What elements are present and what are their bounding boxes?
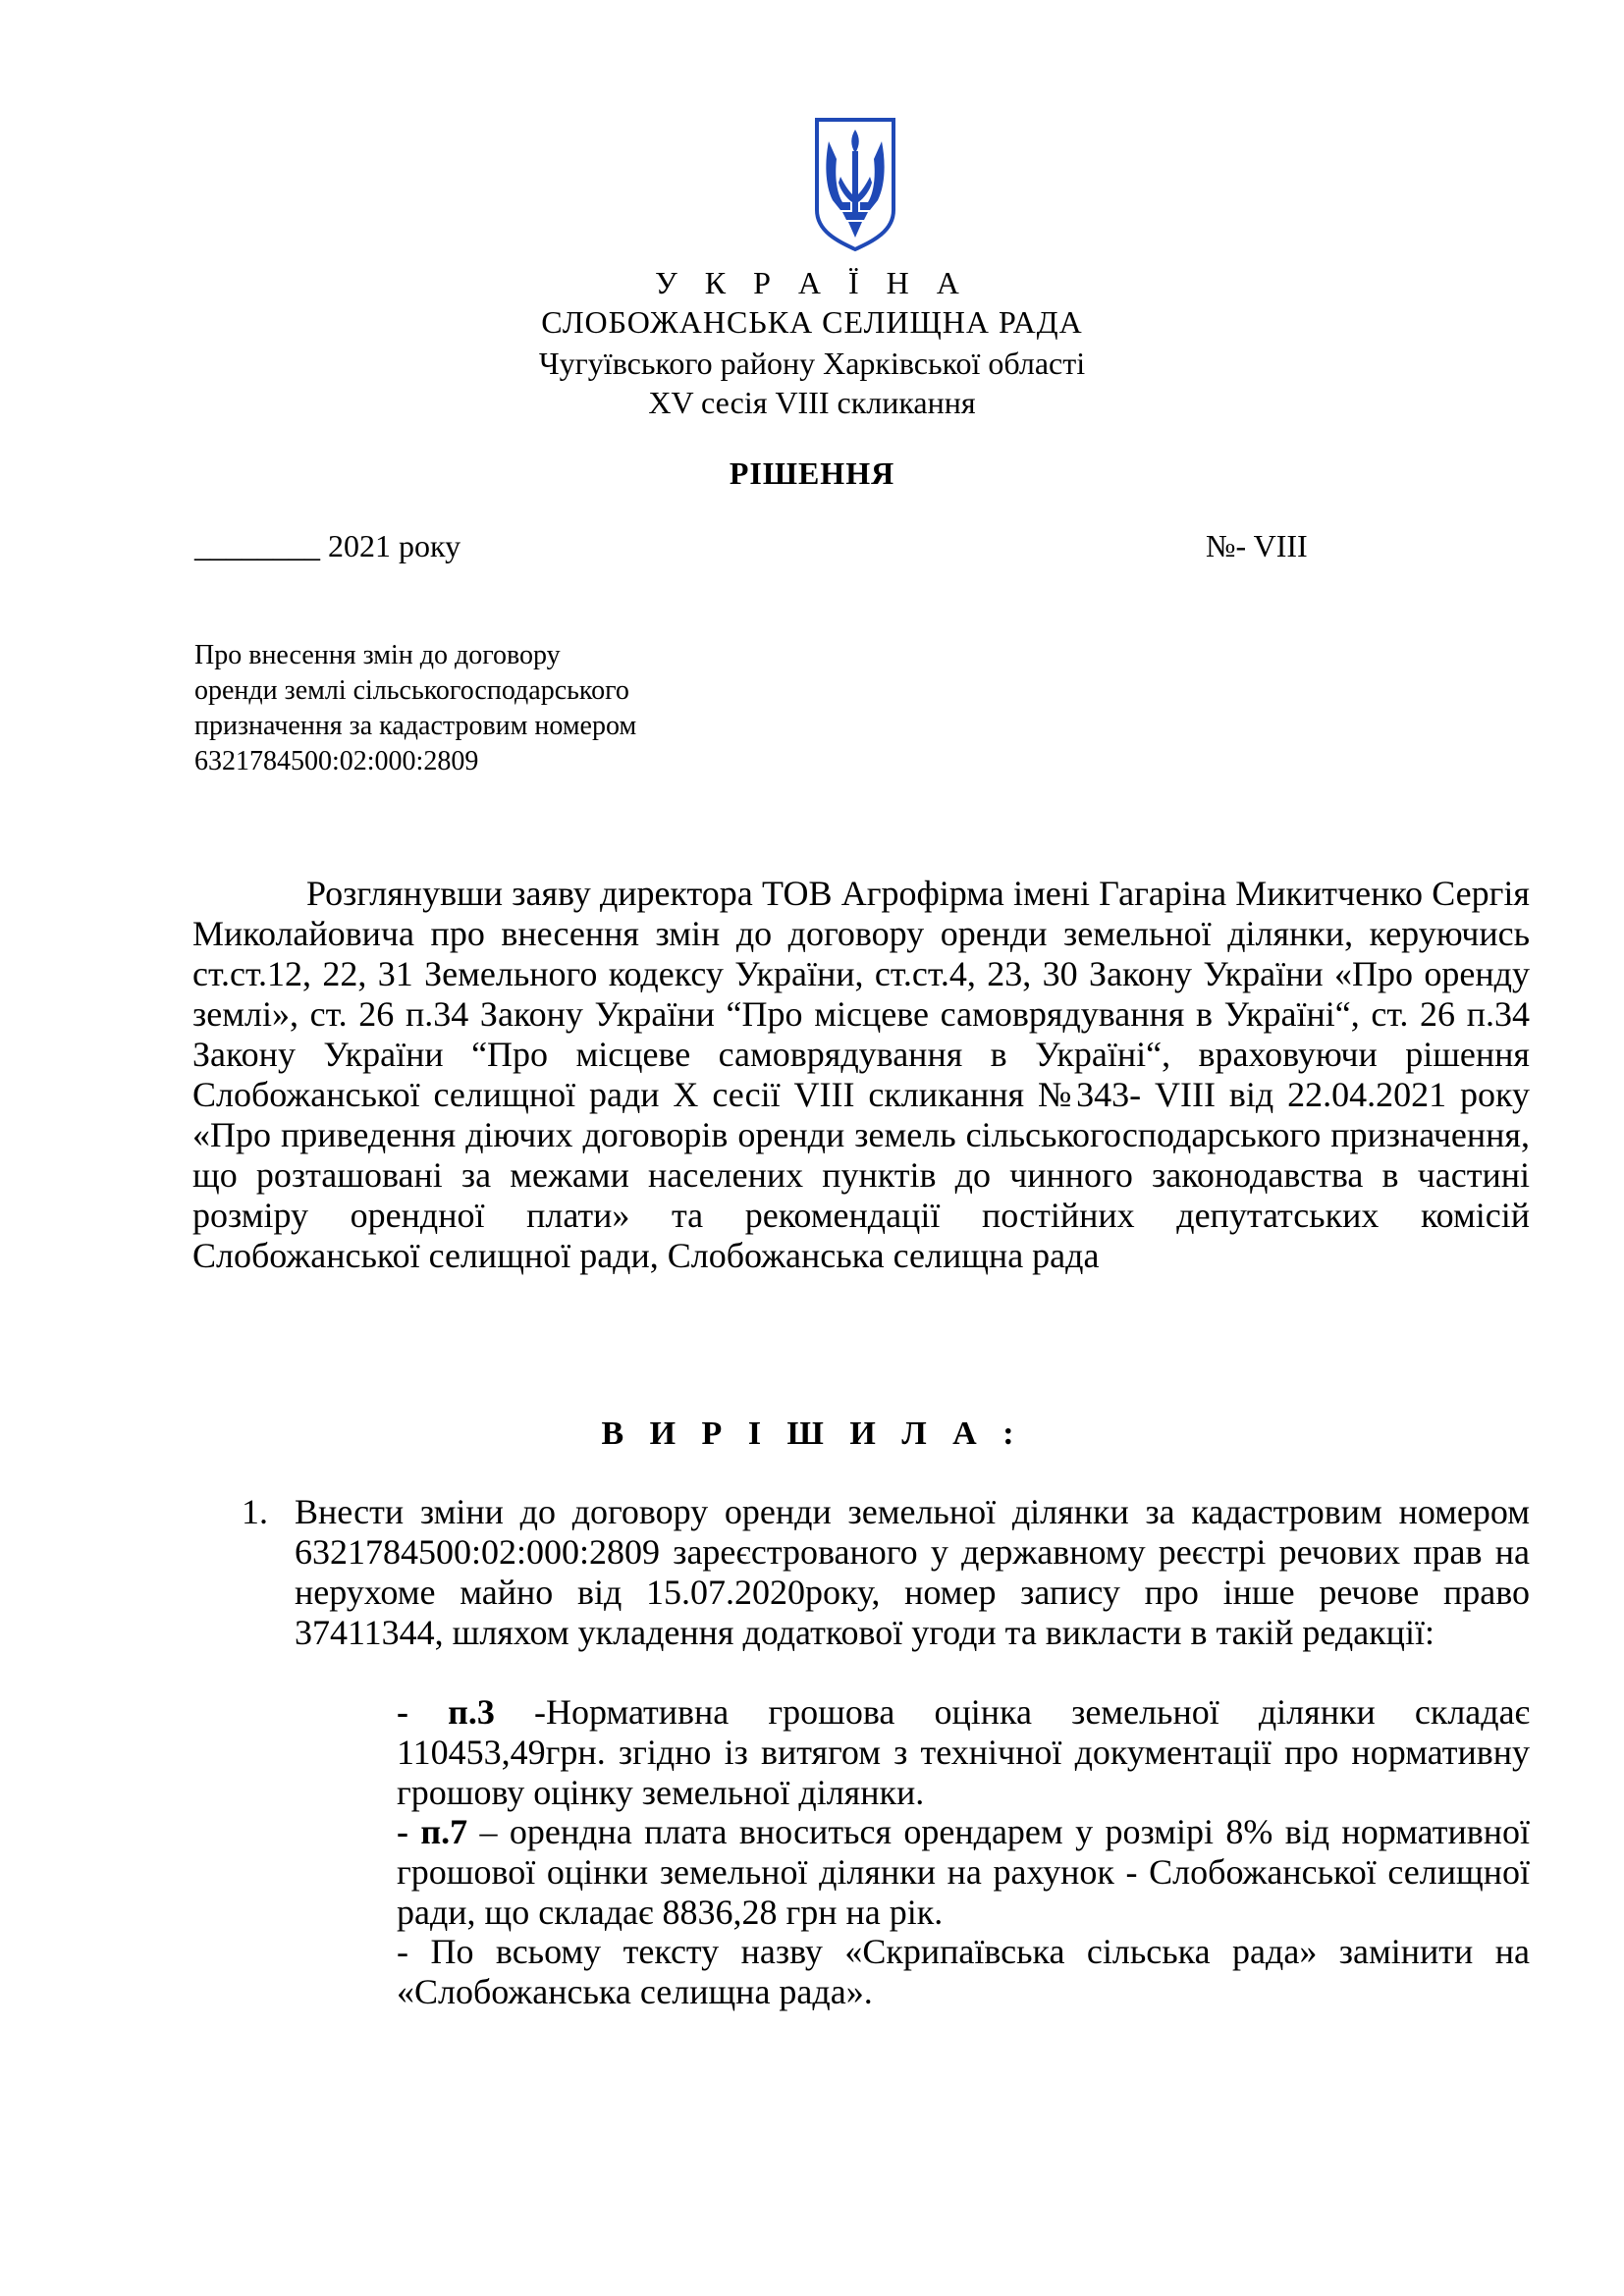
sub-item-text: -Нормативна грошова оцінка земельної ділянки складає 110453,49грн. згідно із витягом з технічної документації про нормативну грошову оцінку земельної ділянки. (397, 1692, 1531, 1812)
country-title: У К Р А Ї Н А (655, 265, 969, 300)
sub-item-text: – орендна плата вноситься орендарем у розмірі 8% від нормативної грошової оцінки земельної ділянки на рахунок - Слобожанської селищної ради, що складає 8836,28 грн на рік. (397, 1812, 1530, 1932)
sub-item-rename (397, 1932, 1530, 2012)
subject-line: оренди землі сільськогосподарського (194, 675, 629, 706)
document-type-title: РІШЕННЯ (729, 455, 895, 491)
decision-item (242, 1492, 1530, 1653)
subject-line: 6321784500:02:000:2809 (194, 746, 479, 776)
trident-emblem-icon (811, 116, 899, 251)
sub-item-p7 (397, 1812, 1530, 1933)
sub-item-label: - п.7 (397, 1812, 468, 1851)
sub-item-p3 (397, 1692, 1530, 1813)
decided-heading: В И Р І Ш И Л А : (601, 1415, 1023, 1452)
subject-line: Про внесення змін до договору (194, 640, 561, 670)
sub-item-text: - По всьому тексту назву «Скрипаївська сільська рада» замінити на «Слобожанська селищна рада». (397, 1932, 1530, 2011)
decision-number: №- VIII (1206, 528, 1308, 563)
preamble-paragraph: Розглянувши заяву директора ТОВ Агрофірма імені Гагаріна Микитченко Сергія Миколайовича про внесення змін до договору оренди земельної ділянки, керуючись ст.ст.12, 22, 31 Земельного кодексу України, ст.ст.4, 23, 30 Закону України «Про оренду землі», ст. 26 п.34 Закону України “Про місцеве самоврядування в Україні“, ст. 26 п.34 Закону України “Про місцеве самоврядування в Україні“, враховуючи рішення Слобожанської селищної ради Х сесії VIII скликання №343- VIII від 22.04.2021 року «Про приведення діючих договорів оренди земель сільськогосподарського призначення, що розташовані за межами населених пунктів до чинного законодавства в частині розміру орендної плати» та рекомендації постійних депутатських комісій Слобожанської селищної ради, Слобожанська селищна рада (192, 874, 1530, 1275)
item-number: 1. (242, 1492, 268, 1531)
subject-line: призначення за кадастровим номером (194, 711, 637, 741)
sub-item-label: - п.3 (397, 1692, 495, 1732)
item-text: Внести зміни до договору оренди земельної ділянки за кадастровим номером 6321784500:02:000:2809 зареєстрованого у державному реєстрі речових прав на нерухоме майно від 15.07.2020року, номер запису про інше речове право 37411344, шляхом укладення додаткової угоди та викласти в такій редакції: (295, 1492, 1530, 1652)
decision-date: ________ 2021 року (194, 528, 461, 563)
decision-subject (194, 638, 744, 779)
session-info: ХV сесія VIII скликання (648, 385, 976, 420)
district-name: Чугуївського району Харківської області (538, 346, 1086, 381)
council-name: СЛОБОЖАНСЬКА СЕЛИЩНА РАДА (541, 304, 1083, 340)
